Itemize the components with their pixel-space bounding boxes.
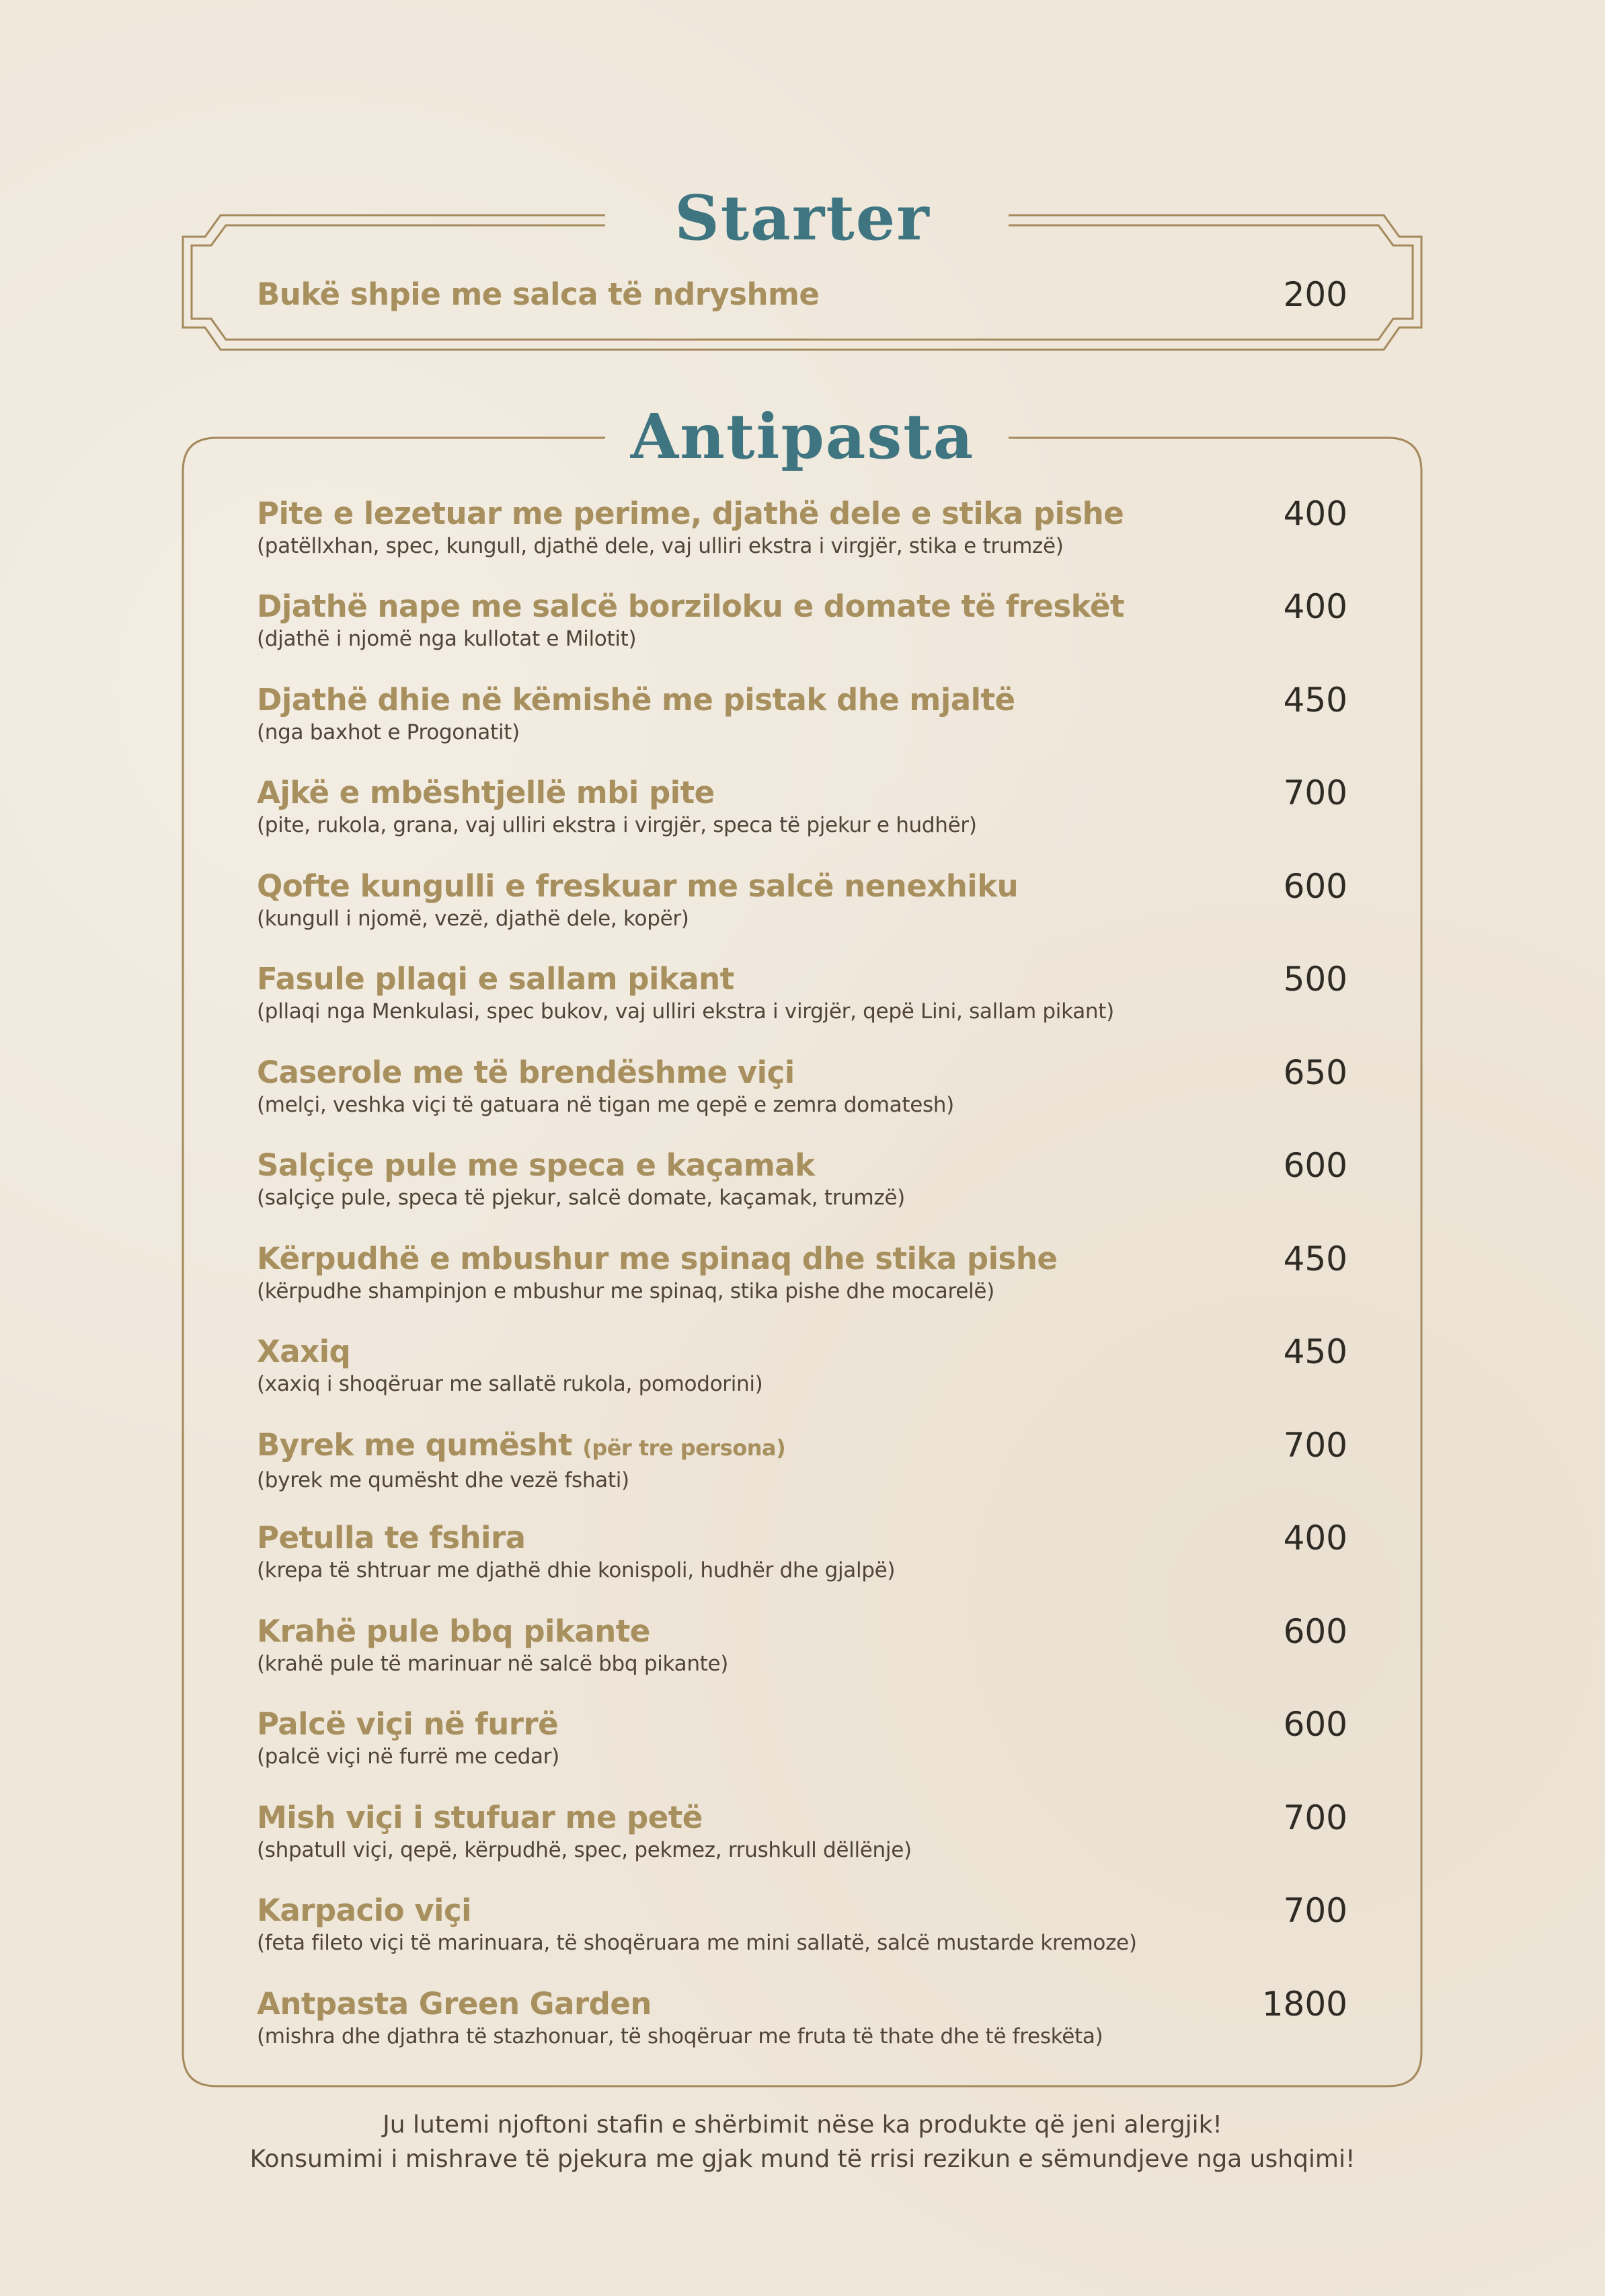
menu-item-description: (palcë viçi në furrë me cedar) xyxy=(257,1745,559,1769)
menu-item-note: (për tre persona) xyxy=(582,1435,786,1461)
starter-section-title: Starter xyxy=(674,182,931,254)
menu-item-price: 400 xyxy=(1283,494,1347,533)
menu-item-name: Djathë nape me salcë borziloku e domate të freskët xyxy=(257,588,1124,624)
menu-item-price: 400 xyxy=(1283,1519,1347,1558)
menu-item-price: 1800 xyxy=(1261,1985,1347,2024)
menu-item-description: (melçi, veshka viçi të gatuara në tigan me qepë e zemra domatesh) xyxy=(257,1093,954,1117)
menu-item xyxy=(257,960,1347,1025)
menu-item-description: (patëllxhan, spec, kungull, djathë dele, vaj ulliri ekstra i virgjër, stika e trumzë) xyxy=(257,534,1064,558)
menu-item xyxy=(257,868,1347,932)
menu-item-description: (nga baxhot e Progonatit) xyxy=(257,720,520,744)
menu-item xyxy=(257,495,1347,560)
menu-item-description: (kungull i njomë, vezë, djathë dele, kopër) xyxy=(257,907,689,931)
menu-item-description: (mishra dhe djathra të stazhonuar, të shoqëruar me fruta të thate dhe të freskëta) xyxy=(257,2024,1103,2049)
menu-item xyxy=(257,1519,1347,1584)
menu-item-description: (krahë pule të marinuar në salcë bbq pikante) xyxy=(257,1652,729,1676)
menu-item-name: Qofte kungulli e freskuar me salcë nenexhiku xyxy=(257,868,1019,904)
menu-item-name: Pite e lezetuar me perime, djathë dele e stika pishe xyxy=(257,496,1124,531)
menu-item-name xyxy=(257,1426,1347,1467)
menu-item xyxy=(257,1426,1347,1494)
menu-item-description: (feta fileto viçi të marinuara, të shoqëruara me mini sallatë, salcë mustarde kremoze) xyxy=(257,1931,1137,1955)
menu-item-price: 600 xyxy=(1283,1705,1347,1744)
menu-item-description: (pllaqi nga Menkulasi, spec bukov, vaj ulliri ekstra i virgjër, qepë Lini, sallam pikant) xyxy=(257,999,1114,1024)
menu-item-price: 700 xyxy=(1283,1798,1347,1837)
menu-item-price: 450 xyxy=(1283,1239,1347,1278)
menu-item-name: Xaxiq xyxy=(257,1334,351,1369)
menu-item-description: (pite, rukola, grana, vaj ulliri ekstra i virgjër, speca të pjekur e hudhër) xyxy=(257,813,977,837)
menu-item-name: Caserole me të brendëshme viçi xyxy=(257,1055,795,1090)
menu-item-name: Mish viçi i stufuar me petë xyxy=(257,1800,703,1835)
menu-item xyxy=(257,1333,1347,1398)
menu-item-name: Petulla te fshira xyxy=(257,1520,526,1556)
menu-item-description: (salçiçe pule, speca të pjekur, salcë domate, kaçamak, trumzë) xyxy=(257,1186,905,1210)
menu-item-name: Ajkë e mbështjellë mbi pite xyxy=(257,775,715,810)
menu-item-price: 600 xyxy=(1283,1146,1347,1185)
menu-item-price: 600 xyxy=(1283,1612,1347,1651)
food-safety-notice: Konsumimi i mishrave të pjekura me gjak mund të rrisi rezikun e sëmundjeve nga ushqimi! xyxy=(249,2145,1356,2173)
starter-item-price: 200 xyxy=(1283,275,1347,314)
menu-item-price: 700 xyxy=(1283,1891,1347,1930)
menu-item-name: Krahë pule bbq pikante xyxy=(257,1613,650,1649)
antipasta-section-title: Antipasta xyxy=(630,400,975,473)
menu-item-name: Kërpudhë e mbushur me spinaq dhe stika pishe xyxy=(257,1241,1058,1276)
menu-item-name: Palcë viçi në furrë xyxy=(257,1706,559,1742)
menu-item xyxy=(257,1147,1347,1211)
menu-item xyxy=(257,1240,1347,1305)
starter-item xyxy=(257,276,1347,313)
menu-item-description: (kërpudhe shampinjon e mbushur me spinaq, stika pishe dhe mocarelë) xyxy=(257,1279,994,1303)
menu-item-name: Antpasta Green Garden xyxy=(257,1986,652,2022)
menu-item-name: Salçiçe pule me speca e kaçamak xyxy=(257,1147,815,1183)
menu-item xyxy=(257,1613,1347,1677)
menu-item xyxy=(257,1054,1347,1118)
menu-item-price: 700 xyxy=(1283,773,1347,812)
menu-item xyxy=(257,1985,1347,2050)
menu-item-name-text: Byrek me qumësht xyxy=(257,1427,573,1463)
menu-item-price: 700 xyxy=(1283,1426,1347,1465)
allergy-notice: Ju lutemi njoftoni stafin e shërbimit nëse ka produkte që jeni alergjik! xyxy=(383,2111,1222,2139)
menu-item xyxy=(257,1799,1347,1864)
menu-item-price: 600 xyxy=(1283,867,1347,906)
menu-item xyxy=(257,1892,1347,1956)
menu-item-description: (xaxiq i shoqëruar me sallatë rukola, pomodorini) xyxy=(257,1372,763,1396)
menu-item xyxy=(257,1706,1347,1770)
menu-item xyxy=(257,774,1347,839)
menu-item-price: 500 xyxy=(1283,960,1347,999)
menu-item-price: 450 xyxy=(1283,681,1347,720)
menu-item-price: 400 xyxy=(1283,587,1347,626)
menu-item xyxy=(257,681,1347,746)
menu-item-description: (shpatull viçi, qepë, kërpudhë, spec, pekmez, rrushkull dëllënje) xyxy=(257,1838,912,1862)
menu-item-name: Fasule pllaqi e sallam pikant xyxy=(257,961,734,997)
menu-item-price: 650 xyxy=(1283,1053,1347,1092)
menu-item-name: Djathë dhie në këmishë me pistak dhe mjaltë xyxy=(257,682,1015,718)
menu-item-description: (krepa të shtruar me djathë dhie konispoli, hudhër dhe gjalpë) xyxy=(257,1558,896,1582)
menu-item xyxy=(257,588,1347,652)
menu-item-description: (byrek me qumësht dhe vezë fshati) xyxy=(257,1468,629,1492)
starter-item-name: Bukë shpie me salca të ndryshme xyxy=(257,276,820,312)
menu-item-description: (djathë i njomë nga kullotat e Milotit) xyxy=(257,627,637,651)
menu-item-price: 450 xyxy=(1283,1332,1347,1371)
menu-item-name: Karpacio viçi xyxy=(257,1892,472,1928)
